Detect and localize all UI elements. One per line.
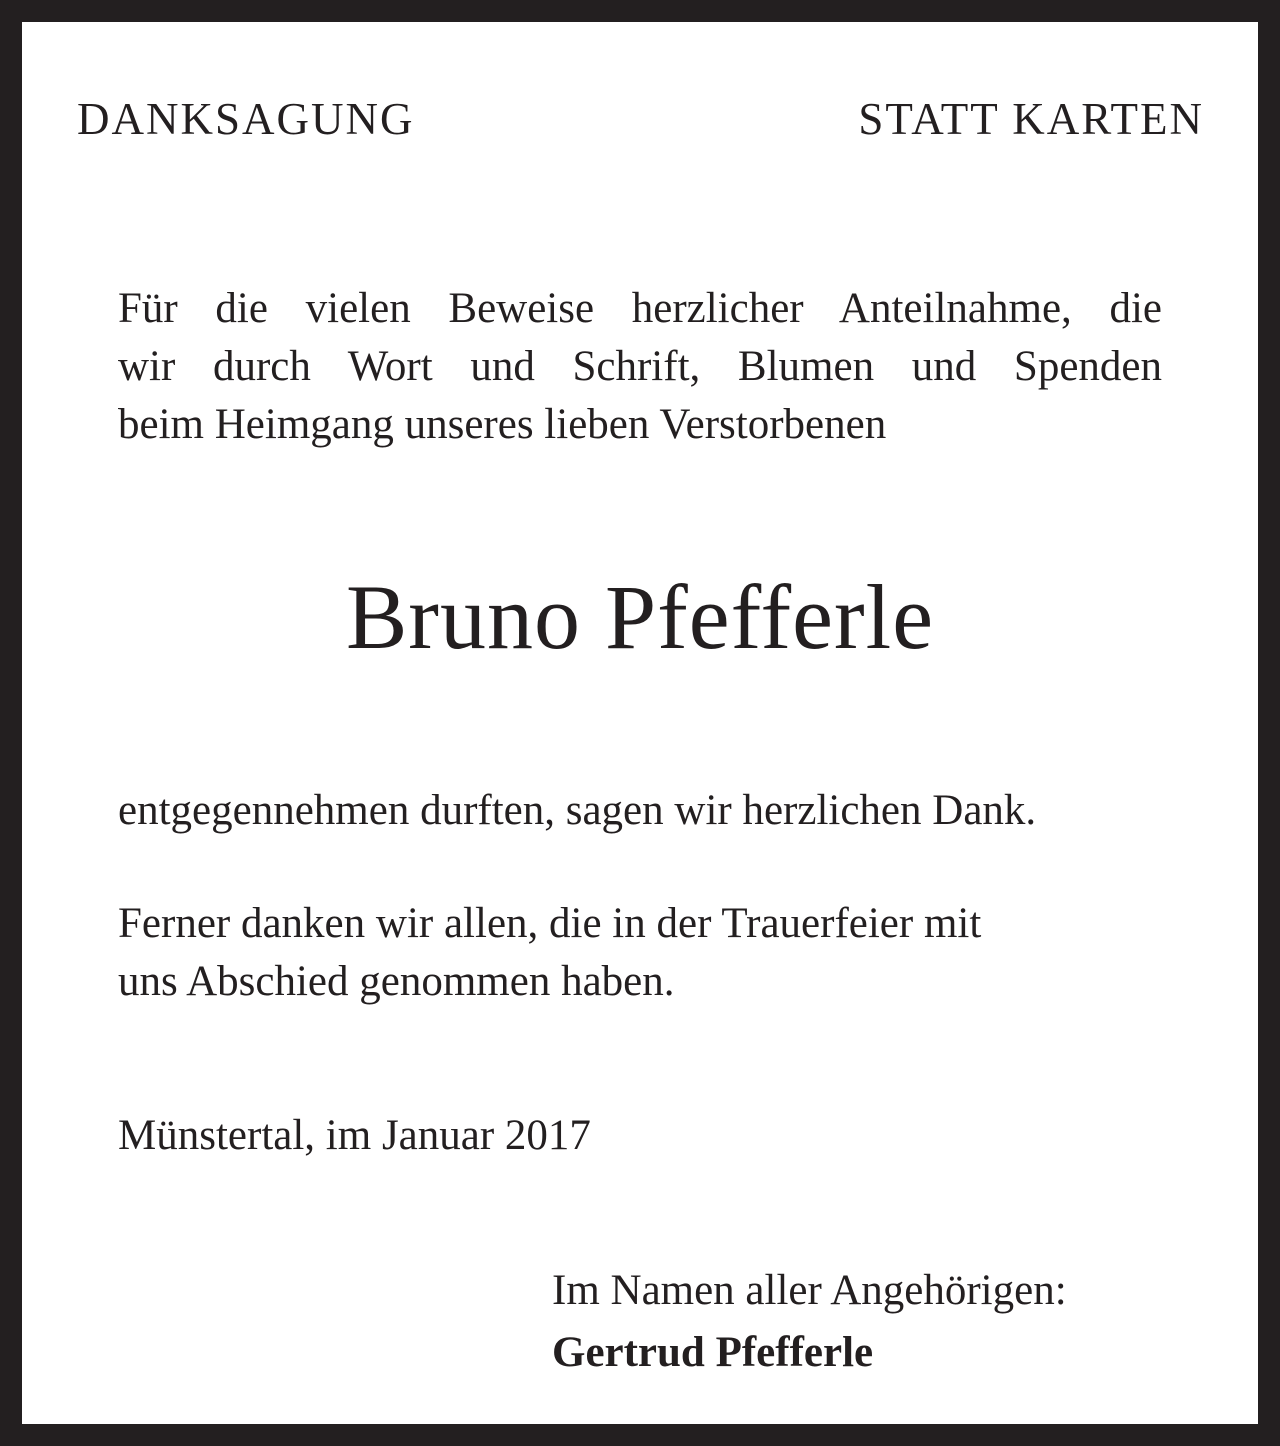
- further-line: uns Abschied genommen haben.: [118, 958, 675, 1005]
- heading-statt-karten: STATT KARTEN: [858, 94, 1204, 144]
- further-thanks-paragraph: [118, 895, 981, 1011]
- heading-danksagung: DANKSAGUNG: [77, 94, 415, 144]
- thanks-line: entgegennehmen durften, sagen wir herzlichen Dank.: [118, 787, 1037, 834]
- intro-line: beim Heimgang unseres lieben Verstorbenen: [118, 401, 887, 448]
- signature-name: Gertrud Pfefferle: [552, 1329, 874, 1376]
- intro-line: wir durch Wort und Schrift, Blumen und Spenden: [118, 343, 1162, 390]
- intro-line: Für die vielen Beweise herzlicher Anteilnahme, die: [118, 285, 1162, 332]
- intro-paragraph: [118, 280, 1162, 454]
- further-line: Ferner danken wir allen, die in der Trauerfeier mit: [118, 900, 982, 947]
- signature-label: Im Namen aller Angehörigen:: [552, 1267, 1067, 1314]
- place-date: Münstertal, im Januar 2017: [118, 1112, 591, 1159]
- deceased-name: Bruno Pfefferle: [345, 566, 935, 668]
